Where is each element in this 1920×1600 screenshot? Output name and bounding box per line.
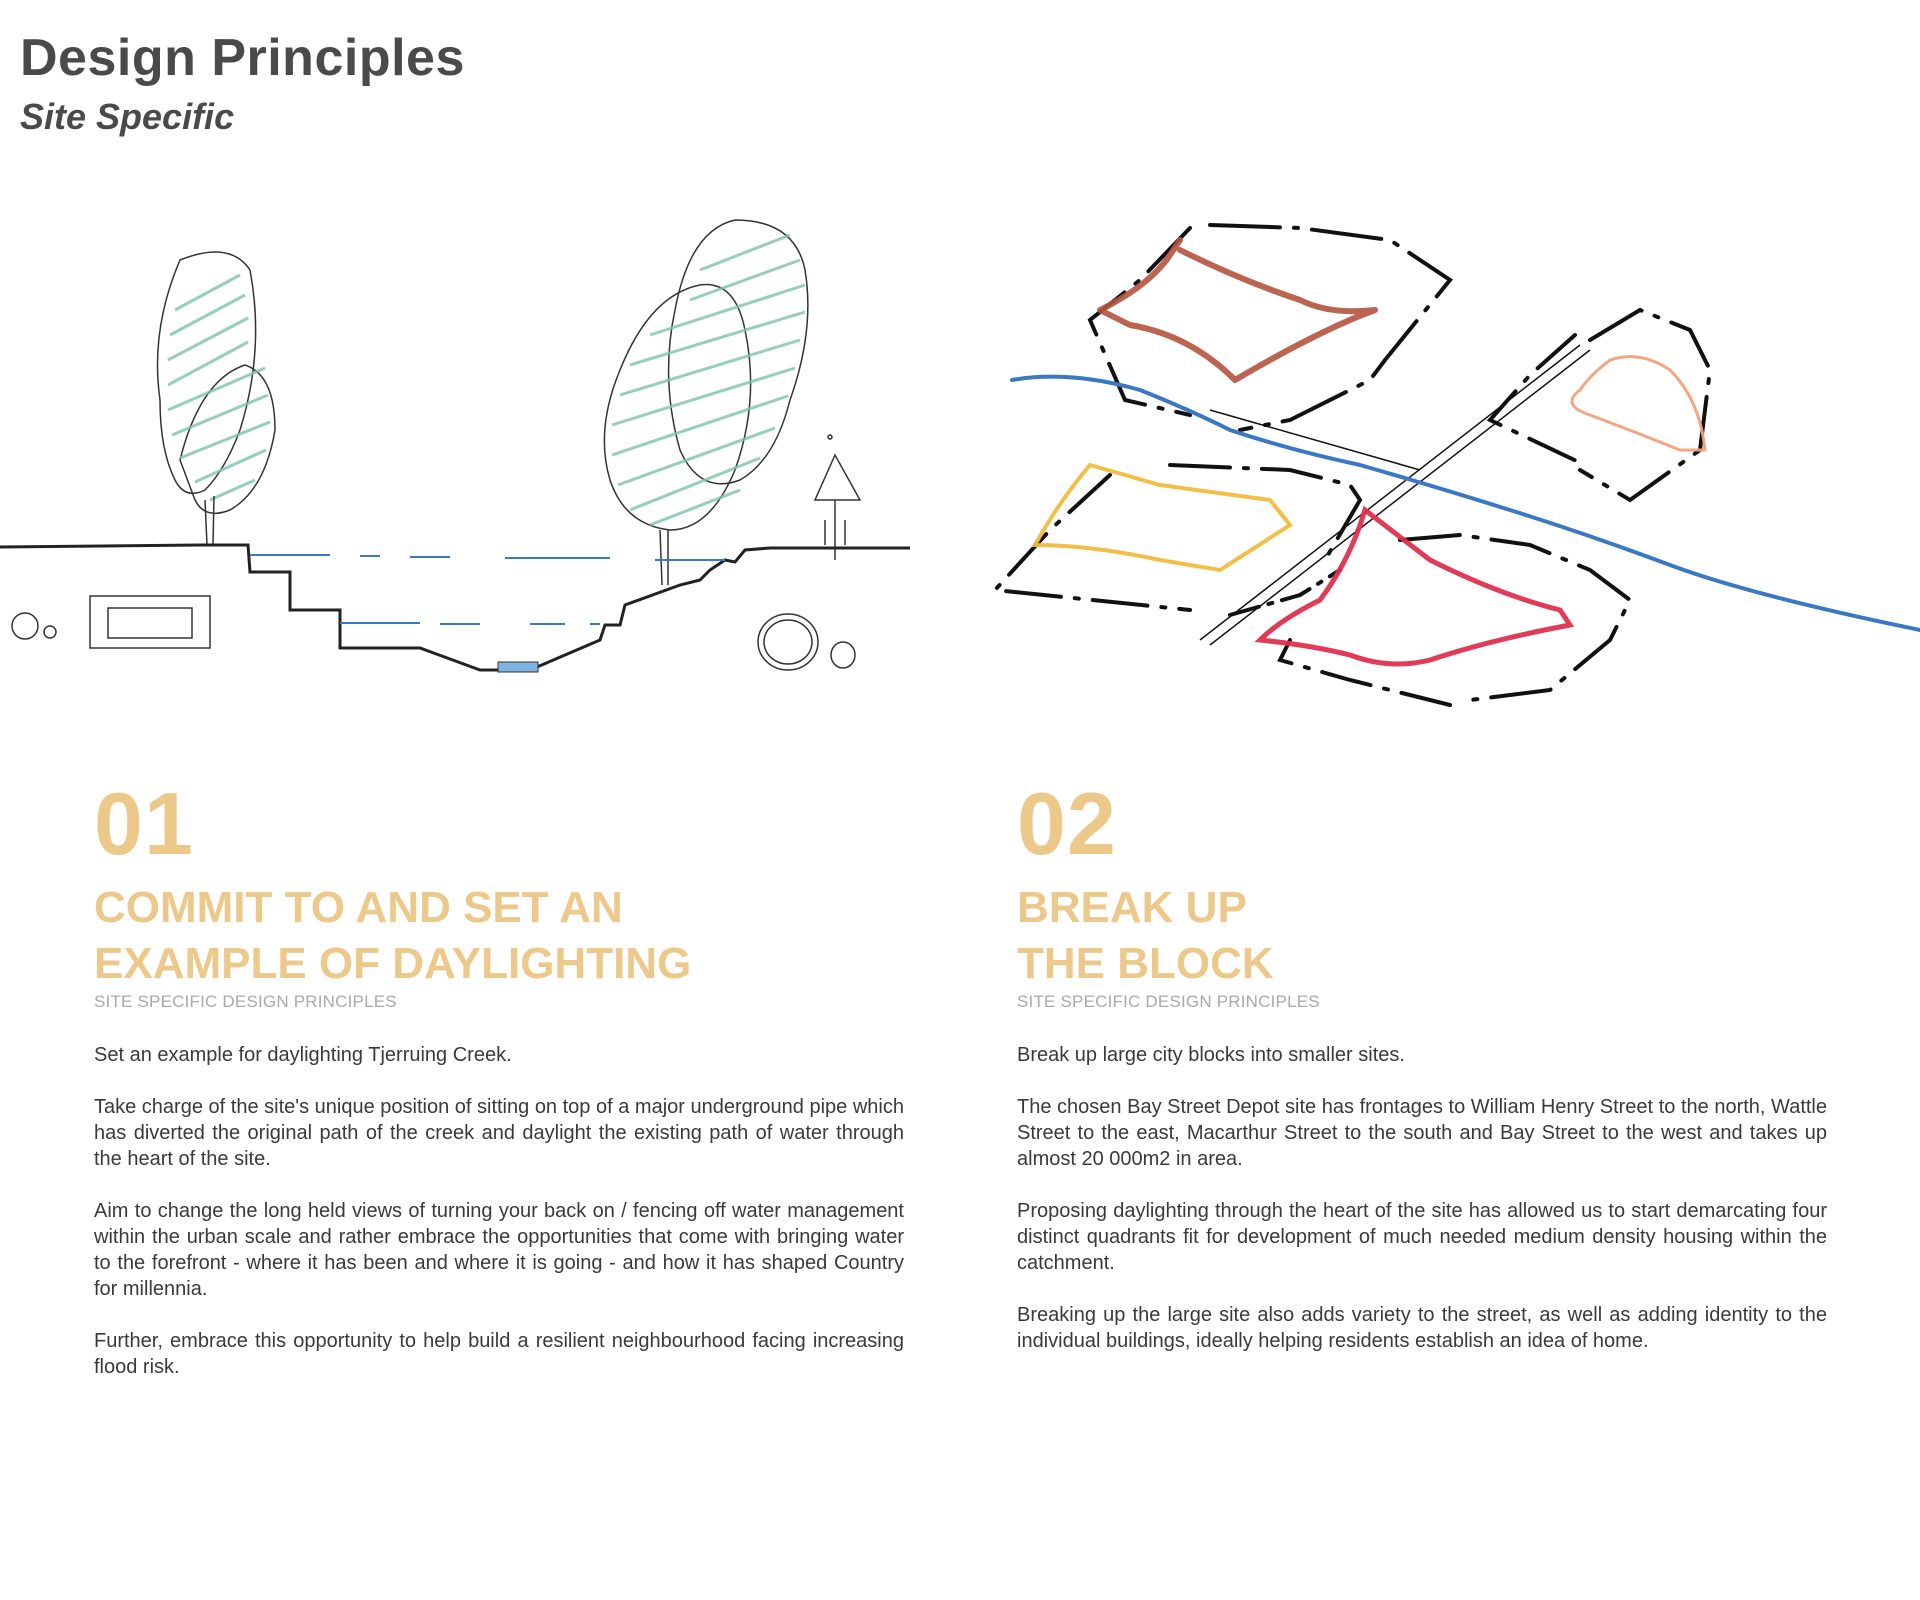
stones-right — [758, 614, 855, 670]
principle-heading-line: COMMIT TO AND SET AN — [94, 883, 623, 932]
block-quadrants-sketch — [990, 200, 1920, 720]
right-trees — [604, 220, 807, 585]
page-title: Design Principles — [20, 29, 465, 87]
creek-line — [1012, 377, 1920, 630]
person-figure — [815, 435, 860, 560]
body-paragraph: Set an example for daylighting Tjerruing Creek. — [94, 1044, 512, 1066]
water-level — [250, 555, 725, 624]
body-paragraph: Further, embrace this opportunity to help build a resilient neighbourhood facing increasing flood risk. — [94, 1330, 904, 1378]
left-tree — [158, 252, 276, 545]
principle-heading — [1017, 880, 1827, 992]
body-paragraph: The chosen Bay Street Depot site has frontages to William Henry Street to the north, Wattle Street to the east, Macarthur Street to the south and Bay Street to the west and takes up almost 20 000m2 in area. — [1017, 1096, 1827, 1170]
creek-section-sketch — [0, 200, 920, 700]
principle-heading — [94, 880, 904, 992]
page-subtitle: Site Specific — [20, 96, 235, 137]
principle-heading-line: THE BLOCK — [1017, 939, 1274, 988]
principle-body — [94, 1042, 904, 1380]
body-paragraph: Break up large city blocks into smaller sites. — [1017, 1044, 1405, 1066]
principle-number: 01 — [94, 774, 194, 873]
principle-label: SITE SPECIFIC DESIGN PRINCIPLES — [94, 992, 397, 1011]
quadrant-sw — [1035, 465, 1290, 570]
body-paragraph: Proposing daylighting through the heart of the site has allowed us to start demarcating four distinct quadrants fit for development of much needed medium density housing within the catchment. — [1017, 1200, 1827, 1274]
principle-heading-line: EXAMPLE OF DAYLIGHTING — [94, 939, 692, 988]
stones-left — [12, 613, 56, 639]
quadrant-se — [1260, 510, 1570, 664]
body-paragraph: Aim to change the long held views of turning your back on / fencing off water management within the urban scale and rather embrace the opportunities that come with bringing water to the forefront - where it has been and where it is going - and how it has shaped Country for millennia. — [94, 1200, 904, 1300]
principle-label: SITE SPECIFIC DESIGN PRINCIPLES — [1017, 992, 1320, 1011]
principle-02 — [1017, 774, 1827, 1380]
principle-number: 02 — [1017, 774, 1117, 873]
creek-channel — [498, 662, 538, 672]
quadrant-ne — [1572, 357, 1705, 450]
principle-body — [1017, 1042, 1827, 1354]
quadrant-nw — [1100, 240, 1375, 380]
principle-heading-line: BREAK UP — [1017, 883, 1247, 932]
body-paragraph: Breaking up the large site also adds variety to the street, as well as adding identity to the individual buildings, ideally helping residents establish an idea of home. — [1017, 1304, 1827, 1352]
underground-pipe — [90, 596, 210, 648]
body-paragraph: Take charge of the site's unique position of sitting on top of a major underground pipe which has diverted the original path of the creek and daylight the existing path of water through the heart of the site. — [94, 1096, 904, 1170]
principle-01 — [94, 774, 904, 1406]
